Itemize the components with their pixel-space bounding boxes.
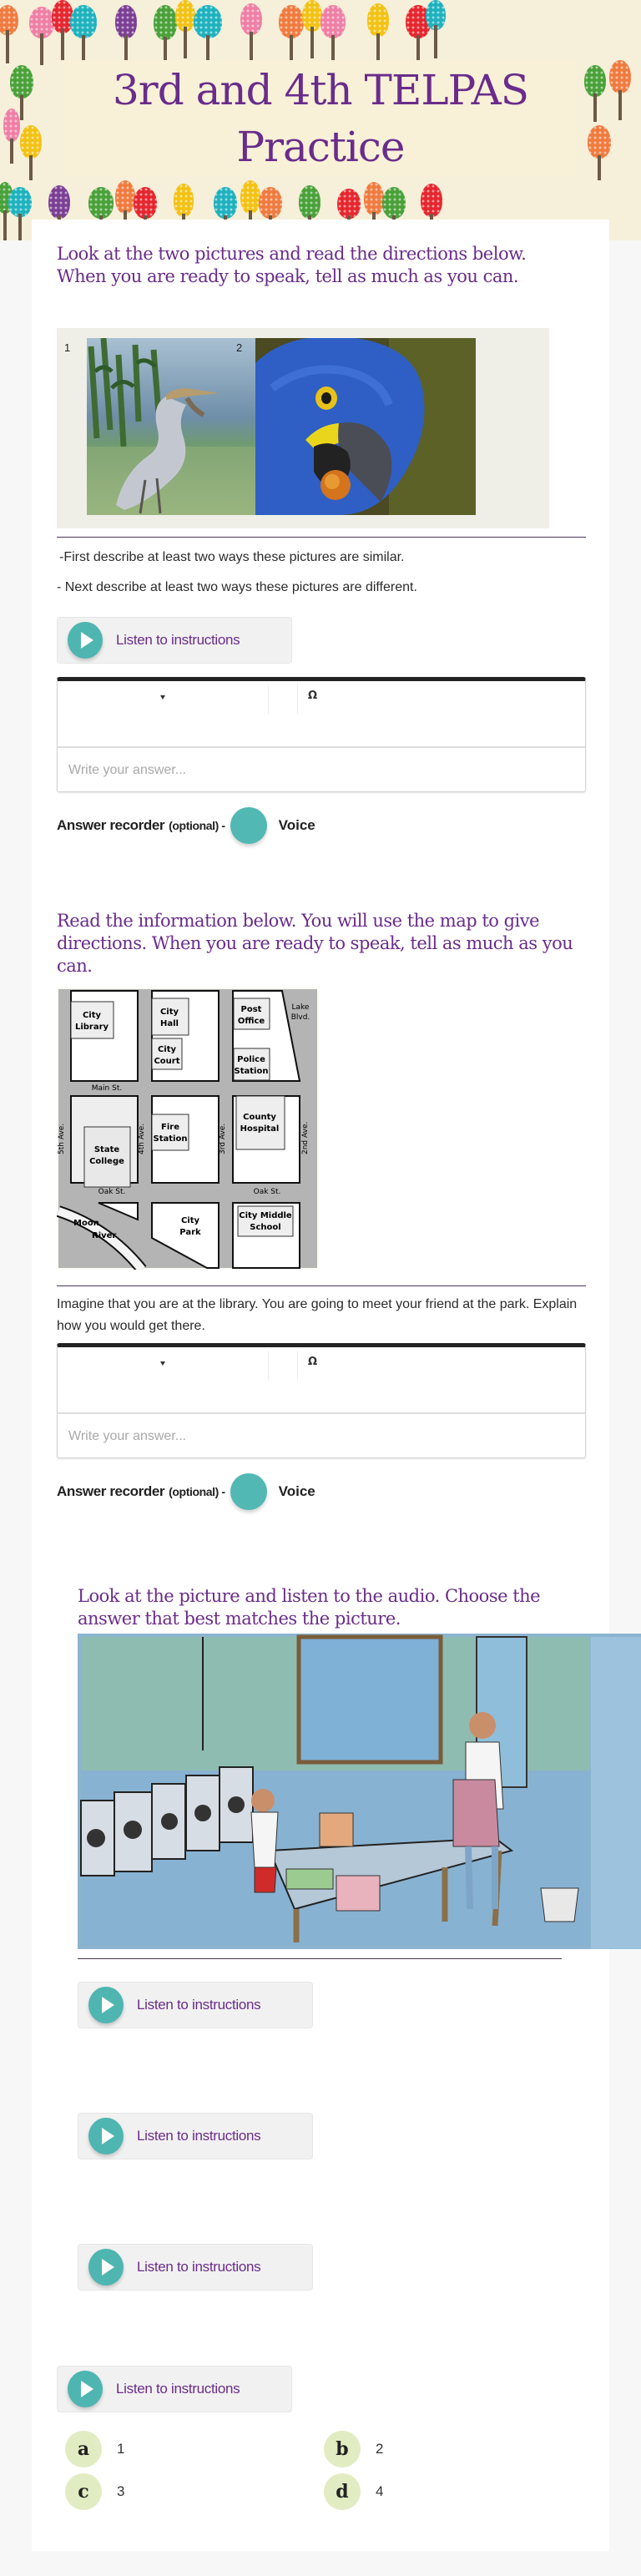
svg-text:City Middle: City Middle <box>239 1211 292 1220</box>
svg-text:City: City <box>180 1216 200 1225</box>
svg-text:2nd Ave.: 2nd Ave. <box>301 1121 310 1154</box>
svg-text:Lake: Lake <box>291 1003 310 1012</box>
listen-label: Listen to instructions <box>137 2259 261 2275</box>
answer-choice-d[interactable] <box>324 2473 383 2510</box>
toolbar-separator <box>297 684 298 715</box>
play-icon <box>88 1987 124 2023</box>
special-character-button[interactable]: Ω <box>308 689 318 702</box>
svg-text:College: College <box>89 1157 124 1166</box>
picture-label-1: 1 <box>64 341 71 354</box>
svg-text:Moon: Moon <box>73 1219 99 1228</box>
svg-text:School: School <box>250 1223 281 1232</box>
macaw-image <box>255 338 476 515</box>
play-icon <box>88 2249 124 2286</box>
svg-text:Police: Police <box>237 1055 265 1064</box>
svg-text:Hospital: Hospital <box>240 1124 280 1134</box>
recorder-voice-label: Voice <box>278 817 315 833</box>
divider <box>57 537 586 538</box>
toolbar-separator <box>268 684 269 715</box>
choice-letter: b <box>324 2431 361 2467</box>
svg-text:Oak St.: Oak St. <box>253 1188 281 1196</box>
listen-label: Listen to instructions <box>116 632 240 648</box>
pictures-panel <box>57 328 549 528</box>
play-icon <box>68 622 103 659</box>
recorder-optional: (optional) - <box>169 1485 225 1498</box>
play-icon <box>88 2118 124 2154</box>
answer-recorder <box>57 807 315 844</box>
listen-instructions-button[interactable] <box>78 2244 313 2291</box>
svg-text:City: City <box>157 1045 177 1054</box>
choice-text: 1 <box>117 2441 125 2457</box>
question1-title: Look at the two pictures and read the directions below. When you are ready to speak, tell as much as you can. <box>57 244 527 286</box>
svg-text:Fire: Fire <box>161 1123 179 1132</box>
header-banner <box>0 0 641 240</box>
answer-choice-a[interactable] <box>65 2431 124 2467</box>
question2-title: Read the information below. You will use the map to give directions. When you are ready to speak, tell as much as you can. <box>57 911 573 976</box>
page-title-box <box>63 60 578 177</box>
listen-label: Listen to instructions <box>116 2381 240 2397</box>
choice-letter: a <box>65 2431 102 2467</box>
divider <box>57 1285 586 1286</box>
question2-prompt: Imagine that you are at the library. You are going to meet your friend at the park. Explain how you would get there. <box>57 1297 578 1333</box>
answer-input[interactable] <box>58 748 585 792</box>
svg-text:Station: Station <box>153 1134 188 1144</box>
answer-choice-c[interactable] <box>65 2473 124 2510</box>
choice-text: 3 <box>117 2483 125 2499</box>
page-title-line2: Practice <box>236 123 405 171</box>
divider <box>78 1958 562 1959</box>
listen-instructions-button[interactable] <box>78 2113 313 2159</box>
editor-toolbar <box>58 1347 585 1414</box>
svg-text:County: County <box>243 1113 276 1122</box>
laundromat-image <box>78 1634 641 1949</box>
svg-text:River: River <box>92 1231 117 1240</box>
svg-text:Post: Post <box>240 1005 262 1014</box>
choice-letter: c <box>65 2473 102 2510</box>
listen-instructions-button[interactable] <box>78 1982 313 2028</box>
picture-label-2: 2 <box>236 341 243 354</box>
toolbar-separator <box>268 1351 269 1381</box>
recorder-label: Answer recorder <box>57 1483 165 1499</box>
svg-text:4th Ave.: 4th Ave. <box>138 1123 146 1154</box>
svg-text:Library: Library <box>74 1023 109 1032</box>
choice-text: 2 <box>376 2441 384 2457</box>
format-dropdown[interactable] <box>58 1347 268 1379</box>
direction-different: - Next describe at least two ways these pictures are different. <box>57 580 417 594</box>
svg-text:City: City <box>159 1008 179 1017</box>
recorder-optional: (optional) - <box>169 819 225 832</box>
record-button[interactable] <box>230 1473 267 1510</box>
svg-text:Oak St.: Oak St. <box>98 1188 126 1196</box>
svg-text:Park: Park <box>179 1228 201 1237</box>
svg-text:Hall: Hall <box>160 1019 179 1028</box>
svg-text:Court: Court <box>154 1057 180 1066</box>
heron-image <box>87 338 257 515</box>
answer-choice-b[interactable] <box>324 2431 383 2467</box>
recorder-label: Answer recorder <box>57 817 165 833</box>
svg-text:City: City <box>82 1011 102 1020</box>
special-character-button[interactable]: Ω <box>308 1356 318 1368</box>
svg-text:5th Ave.: 5th Ave. <box>58 1123 66 1154</box>
svg-text:Main St.: Main St. <box>91 1084 123 1093</box>
play-icon <box>68 2371 103 2407</box>
record-button[interactable] <box>230 807 267 844</box>
answer-editor <box>57 677 586 792</box>
listen-instructions-button[interactable] <box>57 2366 292 2412</box>
svg-text:Station: Station <box>234 1067 269 1076</box>
page-title-line1: 3rd and 4th TELPAS <box>113 66 528 114</box>
listen-label: Listen to instructions <box>137 2128 261 2144</box>
choice-letter: d <box>324 2473 361 2510</box>
answer-editor <box>57 1343 586 1458</box>
toolbar-separator <box>297 1351 298 1381</box>
answer-recorder <box>57 1473 315 1510</box>
listen-label: Listen to instructions <box>137 1997 261 2013</box>
svg-text:3rd Ave.: 3rd Ave. <box>219 1123 227 1154</box>
answer-input[interactable] <box>58 1414 585 1458</box>
recorder-voice-label: Voice <box>278 1483 315 1499</box>
worksheet-card <box>32 220 609 2551</box>
choice-text: 4 <box>376 2483 384 2499</box>
editor-toolbar <box>58 681 585 748</box>
question3-title: Look at the picture and listen to the audio. Choose the answer that best matches the picture. <box>78 1586 541 1629</box>
listen-instructions-button[interactable] <box>57 617 292 664</box>
format-dropdown[interactable] <box>58 681 268 713</box>
svg-text:Office: Office <box>237 1017 265 1026</box>
svg-text:Blvd.: Blvd. <box>290 1013 310 1022</box>
direction-similar: -First describe at least two ways these pictures are similar. <box>59 550 405 564</box>
city-map-image <box>57 987 319 1270</box>
svg-text:State: State <box>93 1145 120 1154</box>
